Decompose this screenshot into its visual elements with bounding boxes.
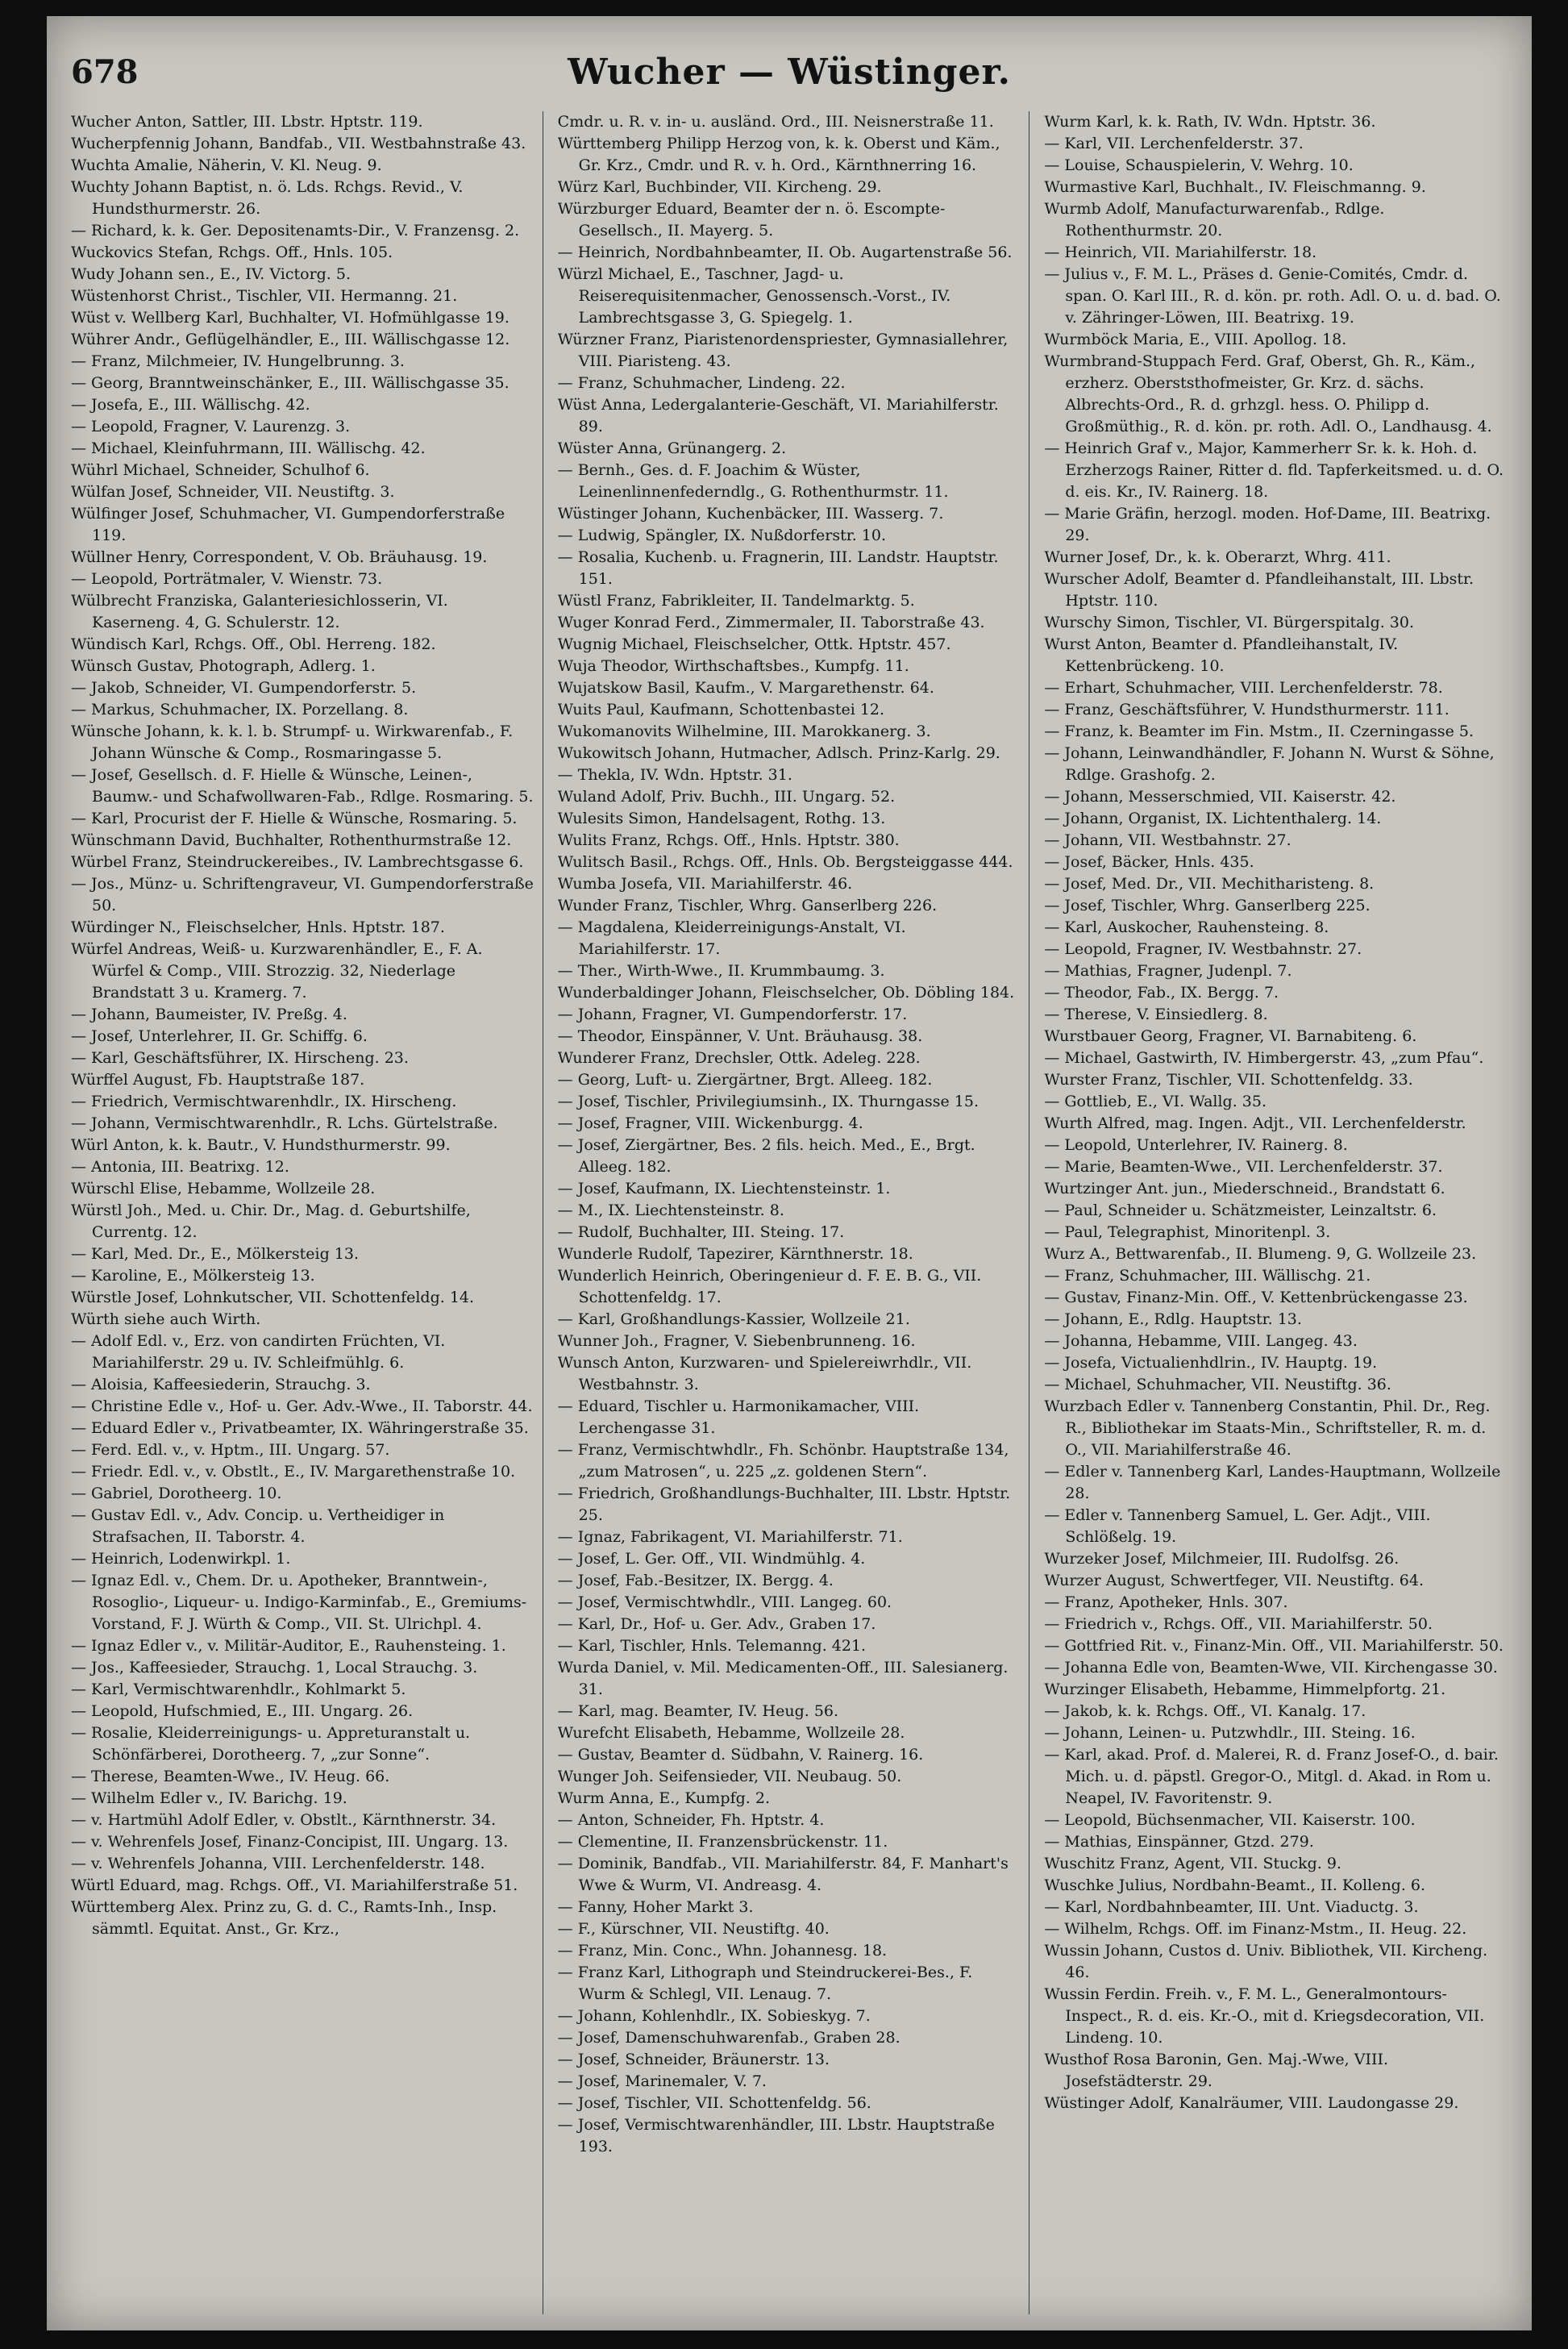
directory-entry: — Josef, Ziergärtner, Bes. 2 fils. heich. Med., E., Brgt. Alleeg. 182. — [557, 1136, 975, 1176]
directory-entry: Wüstinger Johann, Kuchenbäcker, III. Wasserg. 7. — [557, 505, 944, 523]
directory-entry: Wünschmann David, Buchhalter, Rothenthurmstraße 12. — [71, 831, 512, 849]
directory-entry: Wuchta Amalie, Näherin, V. Kl. Neug. 9. — [71, 156, 382, 174]
directory-entry: Wunderle Rudolf, Tapezirer, Kärnthnerstr. 18. — [557, 1245, 913, 1263]
directory-entry: — Karl, Vermischtwarenhdlr., Kohlmarkt 5. — [71, 1681, 406, 1698]
directory-entry: — Karl, Procurist der F. Hielle & Wünsche, Rosmaring. 5. — [71, 810, 518, 827]
page-number: 678 — [71, 53, 139, 91]
directory-entry: — Rudolf, Buchhalter, III. Steing. 17. — [557, 1223, 845, 1241]
directory-entry: — Marie Gräfin, herzogl. moden. Hof-Dame, III. Beatrixg. 29. — [1044, 505, 1491, 544]
directory-entry: Wunsch Anton, Kurzwaren- und Spielereiwrhdlr., VII. Westbahnstr. 3. — [557, 1354, 972, 1393]
page-header — [47, 16, 1532, 105]
directory-entry: — Karl, Auskocher, Rauhensteing. 8. — [1044, 918, 1329, 936]
directory-entry: — Franz, Milchmeier, IV. Hungelbrunng. 3. — [71, 352, 405, 370]
directory-entry: — Friedrich v., Rchgs. Off., VII. Mariahilferstr. 50. — [1044, 1615, 1433, 1633]
directory-entry: — Christine Edle v., Hof- u. Ger. Adv.-Wwe., II. Taborstr. 44. — [71, 1397, 533, 1415]
directory-entry: Wührl Michael, Schneider, Schulhof 6. — [71, 461, 370, 479]
directory-entry: — Anton, Schneider, Fh. Hptstr. 4. — [557, 1811, 825, 1829]
directory-entry: — Erhart, Schuhmacher, VIII. Lerchenfelderstr. 78. — [1044, 679, 1443, 697]
directory-entry: Wurschy Simon, Tischler, VI. Bürgerspitalg. 30. — [1044, 614, 1415, 631]
directory-entry: — Ferd. Edl. v., v. Hptm., III. Ungarg. 57. — [71, 1441, 390, 1459]
directory-entry: — Heinrich Graf v., Major, Kammerherr Sr. k. k. Hoh. d. Erzherzogs Rainer, Ritter d. fld. Tapferkeitsmed. u. d. O. d. eis. Kr., IV. Rainerg. 18. — [1044, 439, 1504, 501]
directory-columns — [71, 111, 1516, 2314]
directory-entry: Würth siehe auch Wirth. — [71, 1310, 261, 1328]
directory-entry: Wunger Joh. Seifensieder, VII. Neubaug. 50. — [557, 1768, 902, 1785]
directory-entry: — Ignaz Edl. v., Chem. Dr. u. Apotheker, Branntwein-, Rosoglio-, Liqueur- u. Indigo-Karminfab., E., Gremiums-Vorstand, F. J. Würth & Comp., VII. St. Ulrichpl. 4. — [71, 1572, 527, 1633]
directory-entry: Wurster Franz, Tischler, VII. Schottenfeldg. 33. — [1044, 1071, 1413, 1089]
directory-entry: — Karl, VII. Lerchenfelderstr. 37. — [1044, 135, 1304, 152]
directory-entry: — Franz, Geschäftsführer, V. Hundsthurmerstr. 111. — [1044, 701, 1449, 718]
directory-entry: — Edler v. Tannenberg Samuel, L. Ger. Adjt., VIII. Schlößelg. 19. — [1044, 1506, 1431, 1546]
directory-entry: — Theodor, Einspänner, V. Unt. Bräuhausg. 38. — [557, 1027, 923, 1045]
directory-entry: Wucher Anton, Sattler, III. Lbstr. Hptstr. 119. — [71, 113, 423, 131]
directory-entry: Wurmböck Maria, E., VIII. Apollog. 18. — [1044, 331, 1347, 348]
directory-entry: — Johann, Leinwandhändler, F. Johann N. Wurst & Söhne, Rdlge. Grashofg. 2. — [1044, 744, 1495, 784]
directory-entry: Wuschke Julius, Nordbahn-Beamt., II. Kolleng. 6. — [1044, 1876, 1426, 1894]
directory-entry: — Rosalie, Kleiderreinigungs- u. Appreturanstalt u. Schönfärberei, Dorotheerg. 7, „zur Sonne“. — [71, 1724, 471, 1764]
directory-entry: Wüstl Franz, Fabrikleiter, II. Tandelmarktg. 5. — [557, 592, 915, 610]
directory-entry: Wünsche Johann, k. k. l. b. Strumpf- u. Wirkwarenfab., F. Johann Wünsche & Comp., Rosmaringasse 5. — [71, 723, 514, 762]
directory-entry: — Gustav, Finanz-Min. Off., V. Kettenbrückengasse 23. — [1044, 1289, 1468, 1306]
directory-entry: — v. Hartmühl Adolf Edler, v. Obstlt., Kärnthnerstr. 34. — [71, 1811, 497, 1829]
directory-entry: — Magdalena, Kleiderreinigungs-Anstalt, VI. Mariahilferstr. 17. — [557, 918, 906, 958]
directory-entry: — Wilhelm Edler v., IV. Barichg. 19. — [71, 1789, 347, 1807]
directory-entry: — Mathias, Fragner, Judenpl. 7. — [1044, 962, 1292, 980]
directory-entry: — Gottlieb, E., VI. Wallg. 35. — [1044, 1093, 1267, 1110]
directory-entry: — Dominik, Bandfab., VII. Mariahilferstr. 84, F. Manhart's Wwe & Wurm, VI. Andreasg. 4. — [557, 1855, 1009, 1894]
directory-entry: — Josef, Marinemaler, V. 7. — [557, 2072, 767, 2090]
directory-entry: Wuja Theodor, Wirthschaftsbes., Kumpfg. 11. — [557, 657, 909, 675]
directory-entry: — Josef, Tischler, Whrg. Ganserlberg 225. — [1044, 897, 1370, 914]
directory-entry: Wurzer August, Schwertfeger, VII. Neustiftg. 64. — [1044, 1572, 1425, 1589]
directory-entry: Wüster Anna, Grünangerg. 2. — [557, 439, 787, 457]
directory-entry: Wüst Anna, Ledergalanterie-Geschäft, VI. Mariahilferstr. 89. — [557, 396, 999, 435]
directory-entry: — Franz, Min. Conc., Whn. Johannesg. 18. — [557, 1942, 888, 1960]
directory-entry: Wührer Andr., Geflügelhändler, E., III. Wällischgasse 12. — [71, 331, 510, 348]
directory-entry: — Therese, V. Einsiedlerg. 8. — [1044, 1006, 1268, 1023]
directory-entry: Wunderbaldinger Johann, Fleischselcher, Ob. Döbling 184. — [557, 984, 1015, 1002]
directory-entry: — Franz, Vermischtwhdlr., Fh. Schönbr. Hauptstraße 134, „zum Matrosen“, u. 225 „z. goldenen Stern“. — [557, 1441, 1009, 1481]
directory-entry: Württemberg Philipp Herzog von, k. k. Oberst und Käm., Gr. Krz., Cmdr. und R. v. h. Ord., Kärnthnerring 16. — [557, 135, 1000, 174]
directory-entry: Wunder Franz, Tischler, Whrg. Ganserlberg 226. — [557, 897, 938, 914]
directory-entry: Wurscher Adolf, Beamter d. Pfandleihanstalt, III. Lbstr. Hptstr. 110. — [1044, 570, 1474, 610]
directory-entry: Wujatskow Basil, Kaufm., V. Margarethenstr. 64. — [557, 679, 934, 697]
directory-entry: — Josefa, Victualienhdlrin., IV. Hauptg. 19. — [1044, 1354, 1378, 1372]
directory-entry: — Ther., Wirth-Wwe., II. Krummbaumg. 3. — [557, 962, 885, 980]
directory-entry: — Julius v., F. M. L., Präses d. Genie-Comités, Cmdr. d. span. O. Karl III., R. d. kön. pr. roth. Adl. O. u. d. bad. O. v. Zähringer-Löwen, III. Beatrixg. 19. — [1044, 265, 1501, 327]
directory-entry: Wunderer Franz, Drechsler, Ottk. Adeleg. 228. — [557, 1049, 921, 1067]
directory-entry: — Thekla, IV. Wdn. Hptstr. 31. — [557, 766, 792, 784]
column-right — [1044, 111, 1516, 2314]
directory-entry: — Johann, Baumeister, IV. Preßg. 4. — [71, 1006, 347, 1023]
directory-entry: — Michael, Gastwirth, IV. Himbergerstr. 43, „zum Pfau“. — [1044, 1049, 1484, 1067]
directory-entry: Würzner Franz, Piaristenordenspriester, Gymnasiallehrer, VIII. Piaristeng. 43. — [557, 331, 1009, 370]
directory-entry: Wurm Karl, k. k. Rath, IV. Wdn. Hptstr. 36. — [1044, 113, 1376, 131]
directory-entry: — Josef, Damenschuhwarenfab., Graben 28. — [557, 2029, 900, 2047]
directory-entry: — Wilhelm, Rchgs. Off. im Finanz-Mstm., II. Heug. 22. — [1044, 1920, 1467, 1938]
directory-entry: — Antonia, III. Beatrixg. 12. — [71, 1158, 289, 1176]
directory-entry: Wurzinger Elisabeth, Hebamme, Himmelpfortg. 21. — [1044, 1681, 1446, 1698]
directory-entry: Wumba Josefa, VII. Mariahilferstr. 46. — [557, 875, 853, 893]
directory-entry: Wurm Anna, E., Kumpfg. 2. — [557, 1789, 770, 1807]
directory-entry: — Johann, E., Rdlg. Hauptstr. 13. — [1044, 1310, 1302, 1328]
directory-entry: Wurtzinger Ant. jun., Miederschneid., Brandstatt 6. — [1044, 1180, 1445, 1197]
directory-entry: Wüst v. Wellberg Karl, Buchhalter, VI. Hofmühlgasse 19. — [71, 309, 509, 327]
directory-entry: — Josef, Unterlehrer, II. Gr. Schiffg. 6. — [71, 1027, 368, 1045]
directory-entry: — Michael, Schuhmacher, VII. Neustiftg. 36. — [1044, 1376, 1391, 1393]
directory-entry: — Johann, Organist, IX. Lichtenthalerg. 14. — [1044, 810, 1382, 827]
directory-entry: — Johanna Edle von, Beamten-Wwe, VII. Kirchengasse 30. — [1044, 1659, 1498, 1676]
directory-entry: — Eduard Edler v., Privatbeamter, IX. Währingerstraße 35. — [71, 1419, 529, 1437]
directory-entry: Wurz A., Bettwarenfab., II. Blumeng. 9, G. Wollzeile 23. — [1044, 1245, 1477, 1263]
directory-entry: Wukomanovits Wilhelmine, III. Marokkanerg. 3. — [557, 723, 931, 740]
directory-entry: — Johann, Messerschmied, VII. Kaiserstr. 42. — [1044, 788, 1396, 806]
directory-entry: — Johann, VII. Westbahnstr. 27. — [1044, 831, 1291, 849]
directory-entry: — Karl, Großhandlungs-Kassier, Wollzeile 21. — [557, 1310, 910, 1328]
directory-entry: — Franz, Apotheker, Hnls. 307. — [1044, 1593, 1288, 1611]
directory-entry: — Leopold, Fragner, V. Laurenzg. 3. — [71, 418, 351, 435]
directory-entry: — Josef, L. Ger. Off., VII. Windmühlg. 4. — [557, 1550, 866, 1568]
directory-entry: — Marie, Beamten-Wwe., VII. Lerchenfelderstr. 37. — [1044, 1158, 1443, 1176]
directory-entry: — Gustav, Beamter d. Südbahn, V. Rainerg. 16. — [557, 1746, 924, 1764]
directory-entry: — Karl, mag. Beamter, IV. Heug. 56. — [557, 1702, 839, 1720]
directory-entry: — Friedr. Edl. v., v. Obstlt., E., IV. Margarethenstraße 10. — [71, 1463, 516, 1481]
directory-entry: — Johann, Leinen- u. Putzwhdlr., III. Steing. 16. — [1044, 1724, 1416, 1742]
directory-entry: Wüstenhorst Christ., Tischler, VII. Hermanng. 21. — [71, 287, 458, 305]
directory-entry: Würfel Andreas, Weiß- u. Kurzwarenhändler, E., F. A. Würfel & Comp., VIII. Strozzig. 32, Niederlage Brandstatt 3 u. Kramerg. 7. — [71, 940, 483, 1002]
directory-entry: — Gottfried Rit. v., Finanz-Min. Off., VII. Mariahilferstr. 50. — [1044, 1637, 1504, 1655]
running-head: Wucher — Wüstinger. — [568, 52, 1011, 93]
directory-entry: — F., Kürschner, VII. Neustiftg. 40. — [557, 1920, 830, 1938]
directory-entry: — Josef, Gesellsch. d. F. Hielle & Wünsche, Leinen-, Baumw.- und Schafwollwaren-Fab., Rdlge. Rosmaring. 5. — [71, 766, 534, 806]
directory-page — [47, 16, 1532, 2330]
directory-entry: — Jos., Münz- u. Schriftengraveur, VI. Gumpendorferstraße 50. — [71, 875, 534, 914]
directory-entry: — Karl, Tischler, Hnls. Telemanng. 421. — [557, 1637, 867, 1655]
directory-entry: — Johann, Fragner, VI. Gumpendorferstr. 17. — [557, 1006, 908, 1023]
directory-entry: Wudy Johann sen., E., IV. Victorg. 5. — [71, 265, 351, 283]
directory-entry: Wurefcht Elisabeth, Hebamme, Wollzeile 28. — [557, 1724, 905, 1742]
directory-entry: — Josef, Fragner, VIII. Wickenburgg. 4. — [557, 1114, 863, 1132]
directory-entry: — Edler v. Tannenberg Karl, Landes-Hauptmann, Wollzeile 28. — [1044, 1463, 1501, 1502]
directory-entry: — Fanny, Hoher Markt 3. — [557, 1898, 754, 1916]
directory-entry: Wurzeker Josef, Milchmeier, III. Rudolfsg. 26. — [1044, 1550, 1400, 1568]
directory-entry: Würstl Joh., Med. u. Chir. Dr., Mag. d. Geburtshilfe, Currentg. 12. — [71, 1202, 471, 1241]
directory-entry: — Leopold, Unterlehrer, IV. Rainerg. 8. — [1044, 1136, 1348, 1154]
directory-entry: — Georg, Branntweinschänker, E., III. Wällischgasse 35. — [71, 374, 509, 392]
directory-entry: — Josef, Med. Dr., VII. Mechitharisteng. 8. — [1044, 875, 1375, 893]
directory-entry: Wulesits Simon, Handelsagent, Rothg. 13. — [557, 810, 886, 827]
directory-entry: — Heinrich, Nordbahnbeamter, II. Ob. Augartenstraße 56. — [557, 244, 1013, 261]
directory-entry: — Ludwig, Spängler, IX. Nußdorferstr. 10. — [557, 527, 886, 544]
directory-entry: — Theodor, Fab., IX. Bergg. 7. — [1044, 984, 1279, 1002]
directory-entry: Wukowitsch Johann, Hutmacher, Adlsch. Prinz-Karlg. 29. — [557, 744, 1000, 762]
directory-entry: — Karl, akad. Prof. d. Malerei, R. d. Franz Josef-O., d. bair. Mich. u. d. päpstl. Gregor-O., Mitgl. d. Akad. in Rom u. Neapel, IV. Favoritenstr. 9. — [1044, 1746, 1499, 1807]
directory-entry: — Ignaz Edler v., v. Militär-Auditor, E., Rauhensteing. 1. — [71, 1637, 506, 1655]
directory-entry: — Bernh., Ges. d. F. Joachim & Wüster, Leinenlinnenfederndlg., G. Rothenthurmstr. 11. — [557, 461, 949, 501]
directory-entry: Wülfan Josef, Schneider, VII. Neustiftg. 3. — [71, 483, 395, 501]
directory-entry: Wurzbach Edler v. Tannenberg Constantin, Phil. Dr., Reg. R., Bibliothekar im Staats-Min., Schriftsteller, R. m. d. O., VII. Mariahilferstraße 46. — [1044, 1397, 1491, 1459]
directory-entry: Wulits Franz, Rchgs. Off., Hnls. Hptstr. 380. — [557, 831, 900, 849]
directory-entry: — Johann, Vermischtwarenhdlr., R. Lchs. Gürtelstraße. — [71, 1114, 498, 1132]
directory-entry: — Josef, Bäcker, Hnls. 435. — [1044, 853, 1254, 871]
directory-entry: Würffel August, Fb. Hauptstraße 187. — [71, 1071, 365, 1089]
directory-entry: Wurda Daniel, v. Mil. Medicamenten-Off., III. Salesianerg. 31. — [557, 1659, 1009, 1698]
directory-entry: Würzburger Eduard, Beamter der n. ö. Escompte-Gesellsch., II. Mayerg. 5. — [557, 200, 946, 239]
directory-entry: — Leopold, Fragner, IV. Westbahnstr. 27. — [1044, 940, 1362, 958]
directory-entry: Würz Karl, Buchbinder, VII. Kircheng. 29. — [557, 178, 882, 196]
directory-entry: — Josef, Tischler, Privilegiumsinh., IX. Thurngasse 15. — [557, 1093, 979, 1110]
directory-entry: Wüstinger Adolf, Kanalräumer, VIII. Laudongasse 29. — [1044, 2094, 1459, 2112]
directory-entry: — Josef, Fab.-Besitzer, IX. Bergg. 4. — [557, 1572, 834, 1589]
directory-entry: Wusthof Rosa Baronin, Gen. Maj.-Wwe, VIII. Josefstädterstr. 29. — [1044, 2051, 1388, 2090]
directory-entry: Würtl Eduard, mag. Rchgs. Off., VI. Mariahilferstraße 51. — [71, 1876, 518, 1894]
directory-entry: — Karoline, E., Mölkersteig 13. — [71, 1267, 315, 1285]
directory-entry: — Leopold, Hufschmied, E., III. Ungarg. 26. — [71, 1702, 414, 1720]
directory-entry: Cmdr. u. R. v. in- u. ausländ. Ord., III. Neisnerstraße 11. — [557, 113, 994, 131]
directory-entry: Wurst Anton, Beamter d. Pfandleihanstalt, IV. Kettenbrückeng. 10. — [1044, 635, 1399, 675]
directory-entry: — Therese, Beamten-Wwe., IV. Heug. 66. — [71, 1768, 390, 1785]
directory-entry: — Josef, Tischler, VII. Schottenfeldg. 56. — [557, 2094, 871, 2112]
directory-entry: — Friedrich, Großhandlungs-Buchhalter, III. Lbstr. Hptstr. 25. — [557, 1485, 1011, 1524]
directory-entry: Würzl Michael, E., Taschner, Jagd- u. Reiserequisitenmacher, Genossensch.-Vorst., IV. Lambrechtsgasse 3, G. Spiegelg. 1. — [557, 265, 951, 327]
directory-entry: — Jakob, k. k. Rchgs. Off., VI. Kanalg. 17. — [1044, 1702, 1366, 1720]
directory-entry: — Paul, Telegraphist, Minoritenpl. 3. — [1044, 1223, 1331, 1241]
directory-entry: — Franz, Schuhmacher, Lindeng. 22. — [557, 374, 846, 392]
directory-entry: Wülbrecht Franziska, Galanteriesichlosserin, VI. Kaserneng. 4, G. Schulerstr. 12. — [71, 592, 448, 631]
directory-entry: — v. Wehrenfels Johanna, VIII. Lerchenfelderstr. 148. — [71, 1855, 485, 1872]
directory-entry: — Heinrich, Lodenwirkpl. 1. — [71, 1550, 291, 1568]
directory-entry: Wünsch Gustav, Photograph, Adlerg. 1. — [71, 657, 376, 675]
directory-entry: — Karl, Nordbahnbeamter, III. Unt. Viaductg. 3. — [1044, 1898, 1419, 1916]
directory-entry: Wussin Ferdin. Freih. v., F. M. L., Generalmontours-Inspect., R. d. eis. Kr.-O., mit d. Kriegsdecoration, VII. Lindeng. 10. — [1044, 1985, 1485, 2047]
directory-entry: — Leopold, Porträtmaler, V. Wienstr. 73. — [71, 570, 383, 588]
directory-entry: — Karl, Geschäftsführer, IX. Hirscheng. 23. — [71, 1049, 409, 1067]
directory-entry: Würbel Franz, Steindruckereibes., IV. Lambrechtsgasse 6. — [71, 853, 524, 871]
directory-entry: — Clementine, II. Franzensbrückenstr. 11. — [557, 1833, 888, 1851]
directory-entry: — Johanna, Hebamme, VIII. Langeg. 43. — [1044, 1332, 1358, 1350]
directory-entry: Würstle Josef, Lohnkutscher, VII. Schottenfeldg. 14. — [71, 1289, 475, 1306]
directory-entry: — Franz, k. Beamter im Fin. Mstm., II. Czerningasse 5. — [1044, 723, 1474, 740]
directory-entry: Wuckovics Stefan, Rchgs. Off., Hnls. 105. — [71, 244, 393, 261]
directory-entry: — Mathias, Einspänner, Gtzd. 279. — [1044, 1833, 1314, 1851]
directory-entry: Würl Anton, k. k. Bautr., V. Hundsthurmerstr. 99. — [71, 1136, 451, 1154]
directory-entry: — Aloisia, Kaffeesiederin, Strauchg. 3. — [71, 1376, 371, 1393]
directory-entry: — Karl, Med. Dr., E., Mölkersteig 13. — [71, 1245, 360, 1263]
directory-entry: — Rosalia, Kuchenb. u. Fragnerin, III. Landstr. Hauptstr. 151. — [557, 548, 999, 588]
directory-entry: Wülfinger Josef, Schuhmacher, VI. Gumpendorferstraße 119. — [71, 505, 505, 544]
directory-entry: — Johann, Kohlenhdlr., IX. Sobieskyg. 7. — [557, 2007, 871, 2025]
directory-entry: Wurmbrand-Stuppach Ferd. Graf, Oberst, Gh. R., Käm., erzherz. Oberststhofmeister, Gr. Krz. d. sächs. Albrechts-Ord., R. d. grhzgl. hess. O. Philipp d. Großmüthig., R. d. kön. pr. roth. Adl. O., Landhausg. 4. — [1044, 352, 1492, 435]
directory-entry: — Josef, Vermischtwhdlr., VIII. Langeg. 60. — [557, 1593, 892, 1611]
directory-entry: Wuchty Johann Baptist, n. ö. Lds. Rchgs. Revid., V. Hundsthurmerstr. 26. — [71, 178, 464, 218]
directory-entry: — Leopold, Büchsenmacher, VII. Kaiserstr. 100. — [1044, 1811, 1416, 1829]
directory-entry: — Markus, Schuhmacher, IX. Porzellang. 8. — [71, 701, 409, 718]
directory-entry: — M., IX. Liechtensteinstr. 8. — [557, 1202, 784, 1219]
directory-entry: — Josef, Vermischtwarenhändler, III. Lbstr. Hauptstraße 193. — [557, 2116, 995, 2155]
column-middle — [558, 111, 1030, 2314]
directory-entry: Wurmb Adolf, Manufacturwarenfab., Rdlge. Rothenthurmstr. 20. — [1044, 200, 1385, 239]
directory-entry: Wüllner Henry, Correspondent, V. Ob. Bräuhausg. 19. — [71, 548, 488, 566]
directory-entry: Würdinger N., Fleischselcher, Hnls. Hptstr. 187. — [71, 918, 445, 936]
directory-entry: — Paul, Schneider u. Schätzmeister, Leinzaltstr. 6. — [1044, 1202, 1437, 1219]
directory-entry: Wulitsch Basil., Rchgs. Off., Hnls. Ob. Bergsteiggasse 444. — [557, 853, 1013, 871]
directory-entry: — Jos., Kaffeesieder, Strauchg. 1, Local Strauchg. 3. — [71, 1659, 478, 1676]
directory-entry: Wunderlich Heinrich, Oberingenieur d. F. E. B. G., VII. Schottenfeldg. 17. — [557, 1267, 982, 1306]
directory-entry: Wussin Johann, Custos d. Univ. Bibliothek, VII. Kircheng. 46. — [1044, 1942, 1488, 1981]
directory-entry: Wurmastive Karl, Buchhalt., IV. Fleischmanng. 9. — [1044, 178, 1426, 196]
directory-entry: — Adolf Edl. v., Erz. von candirten Früchten, VI. Mariahilferstr. 29 u. IV. Schleifmühlg. 6. — [71, 1332, 446, 1372]
directory-entry: — Gustav Edl. v., Adv. Concip. u. Vertheidiger in Strafsachen, II. Taborstr. 4. — [71, 1506, 445, 1546]
directory-entry: Wugnig Michael, Fleischselcher, Ottk. Hptstr. 457. — [557, 635, 951, 653]
directory-entry: — Franz, Schuhmacher, III. Wällischg. 21. — [1044, 1267, 1371, 1285]
directory-entry: — Jakob, Schneider, VI. Gumpendorferstr. 5. — [71, 679, 417, 697]
directory-entry: — v. Wehrenfels Josef, Finanz-Concipist, III. Ungarg. 13. — [71, 1833, 509, 1851]
directory-entry: Wurner Josef, Dr., k. k. Oberarzt, Whrg. 411. — [1044, 548, 1391, 566]
directory-entry: — Gabriel, Dorotheerg. 10. — [71, 1485, 282, 1502]
directory-entry: — Heinrich, VII. Mariahilferstr. 18. — [1044, 244, 1317, 261]
directory-entry: Wunner Joh., Fragner, V. Siebenbrunneng. 16. — [557, 1332, 916, 1350]
directory-entry: Wurstbauer Georg, Fragner, VI. Barnabiteng. 6. — [1044, 1027, 1417, 1045]
directory-entry: — Eduard, Tischler u. Harmonikamacher, VIII. Lerchengasse 31. — [557, 1397, 920, 1437]
directory-entry: — Josef, Kaufmann, IX. Liechtensteinstr. 1. — [557, 1180, 891, 1197]
directory-entry: Wuger Konrad Ferd., Zimmermaler, II. Taborstraße 43. — [557, 614, 985, 631]
directory-entry: — Friedrich, Vermischtwarenhdlr., IX. Hirscheng. — [71, 1093, 457, 1110]
directory-entry: Wündisch Karl, Rchgs. Off., Obl. Herreng. 182. — [71, 635, 436, 653]
directory-entry: Würschl Elise, Hebamme, Wollzeile 28. — [71, 1180, 376, 1197]
directory-entry: Wurth Alfred, mag. Ingen. Adjt., VII. Lerchenfelderstr. — [1044, 1114, 1466, 1132]
directory-entry: — Franz Karl, Lithograph und Steindruckerei-Bes., F. Wurm & Schlegl, VII. Lenaug. 7. — [557, 1964, 973, 2003]
directory-entry: — Richard, k. k. Ger. Depositenamts-Dir., V. Franzensg. 2. — [71, 222, 520, 239]
directory-entry: Wuschitz Franz, Agent, VII. Stuckg. 9. — [1044, 1855, 1341, 1872]
directory-entry: Wuits Paul, Kaufmann, Schottenbastei 12. — [557, 701, 885, 718]
directory-entry: Württemberg Alex. Prinz zu, G. d. C., Ramts-Inh., Insp. sämmtl. Equitat. Anst., Gr. Krz., — [71, 1898, 497, 1938]
column-left — [71, 111, 543, 2314]
directory-entry: — Michael, Kleinfuhrmann, III. Wällischg. 42. — [71, 439, 426, 457]
directory-entry: — Karl, Dr., Hof- u. Ger. Adv., Graben 17. — [557, 1615, 876, 1633]
directory-entry: — Georg, Luft- u. Ziergärtner, Brgt. Alleeg. 182. — [557, 1071, 933, 1089]
directory-entry: — Ignaz, Fabrikagent, VI. Mariahilferstr. 71. — [557, 1528, 903, 1546]
directory-entry: Wucherpfennig Johann, Bandfab., VII. Westbahnstraße 43. — [71, 135, 526, 152]
directory-entry: — Josefa, E., III. Wällischg. 42. — [71, 396, 310, 414]
directory-entry: Wuland Adolf, Priv. Buchh., III. Ungarg. 52. — [557, 788, 896, 806]
directory-entry: — Josef, Schneider, Bräunerstr. 13. — [557, 2051, 830, 2068]
directory-entry: — Louise, Schauspielerin, V. Wehrg. 10. — [1044, 156, 1354, 174]
